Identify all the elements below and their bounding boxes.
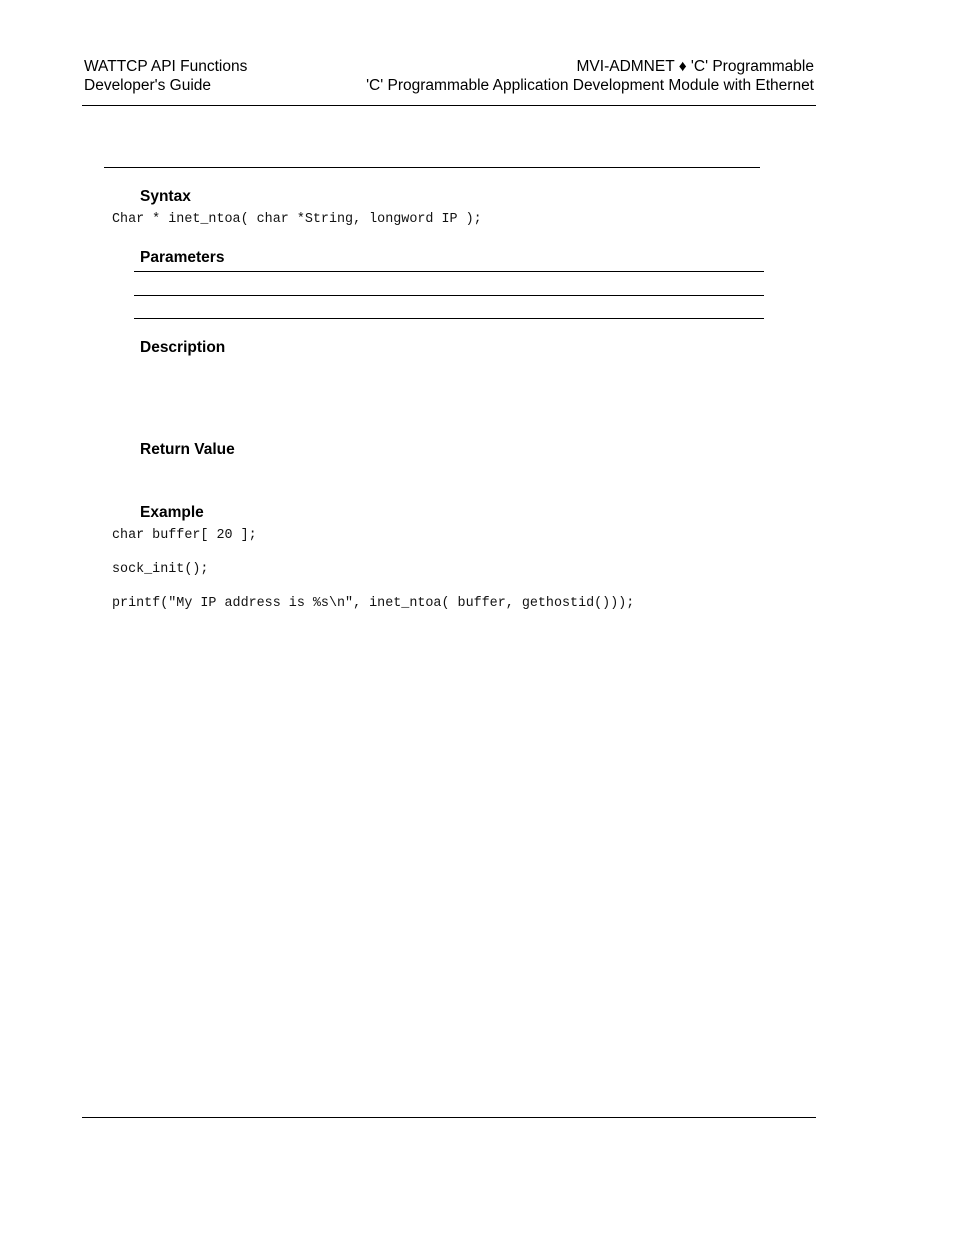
description-heading: Description (140, 339, 226, 356)
return-value-heading: Return Value (140, 441, 235, 458)
parameters-table-bottom-rule (134, 318, 764, 319)
function-title-rule (104, 167, 760, 168)
parameters-table-row-rule (134, 295, 764, 296)
parameters-table-top-rule (134, 271, 764, 272)
header-rule (82, 105, 816, 106)
header-right (366, 57, 814, 95)
header-product-name: MVI-ADMNET ♦ 'C' Programmable (576, 58, 814, 75)
header-doc-section: WATTCP API Functions (84, 58, 248, 75)
example-code-line: printf("My IP address is %s\n", inet_ntoa( buffer, gethostid())); (112, 596, 635, 611)
example-code-line: char buffer[ 20 ]; (112, 528, 257, 543)
parameters-heading: Parameters (140, 249, 225, 266)
example-heading: Example (140, 504, 204, 521)
footer-rule (82, 1117, 816, 1118)
header-left (84, 57, 247, 95)
syntax-code: Char * inet_ntoa( char *String, longword IP ); (112, 212, 482, 227)
header-doc-type: Developer's Guide (84, 77, 212, 94)
example-code-line: sock_init(); (112, 562, 209, 577)
syntax-heading: Syntax (140, 188, 191, 205)
header-product-description: 'C' Programmable Application Development Module with Ethernet (366, 77, 814, 94)
